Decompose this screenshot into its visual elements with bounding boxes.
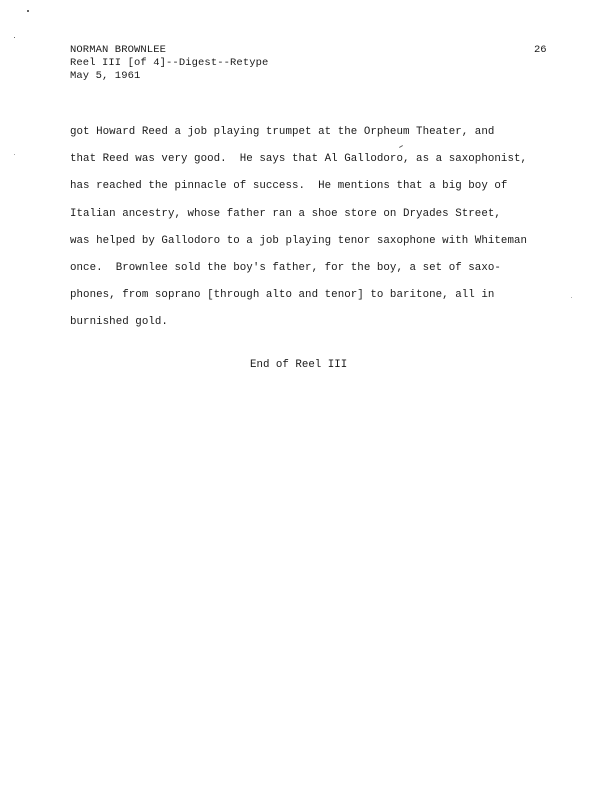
end-of-reel-note: End of Reel III xyxy=(250,359,348,371)
interview-date: May 5, 1961 xyxy=(70,70,141,82)
body-line: burnished gold. xyxy=(70,316,168,329)
scan-speck xyxy=(14,154,15,155)
scan-speck xyxy=(14,37,15,38)
body-line: once. Brownlee sold the boy's father, for the boy, a set of saxo- xyxy=(70,261,501,274)
page-number: 26 xyxy=(534,44,547,56)
body-line: phones, from soprano [through alto and tenor] to baritone, all in xyxy=(70,289,495,302)
interviewee-name: NORMAN BROWNLEE xyxy=(70,44,167,56)
body-line: that Reed was very good. He says that Al Gallodoro, as a saxophonist, xyxy=(70,153,528,166)
body-line: got Howard Reed a job playing trumpet at the Orpheum Theater, and xyxy=(70,126,495,138)
body-text xyxy=(70,125,590,343)
scan-speck xyxy=(27,10,29,12)
body-line: Italian ancestry, whose father ran a shoe store on Dryades Street, xyxy=(70,207,501,220)
body-line: has reached the pinnacle of success. He mentions that a big boy of xyxy=(70,180,508,193)
body-line: was helped by Gallodoro to a job playing tenor saxophone with Whiteman xyxy=(70,234,528,247)
document-header xyxy=(70,44,268,83)
reel-info: Reel III [of 4]--Digest--Retype xyxy=(70,57,269,69)
